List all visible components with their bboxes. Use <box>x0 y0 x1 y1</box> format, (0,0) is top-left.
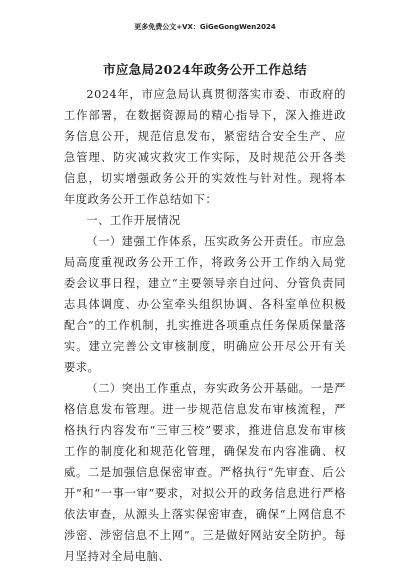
document-title: 市应急局2024年政务公开工作总结 <box>102 62 308 77</box>
header-note: 更多免费公文+VX：GiGeGongWen2024 <box>134 23 276 31</box>
body-paragraph-2: （二）突出工作重点，夯实政务公开基础。一是严格信息发布管理。进一步规范信息发布审核流程，严格执行内容发布“三审三校”要求，推进信息发布审核工作的制度化和规范化管理，确保发布内容准确、权威。二是加强信息保密审查。严格执行“先审查、后公开”和“一事一审”要求，对拟公开的政务信息进行严格依法审查，从源头上落实保密审查，确保“上网信息不涉密、涉密信息不上网”。三是做好网站安全防护。每月坚持对全局电脑、 <box>64 382 346 563</box>
body-paragraph-1: （一）建强工作体系，压实政务公开责任。市应急局高度重视政务公开工作，将政务公开工作纳入局党委会议事日程，建立“主要领导亲自过问、分管负责同志具体调度、办公室牵头组织协调、各科室单位积极配合”的工作机制，扎实推进各项重点任务保质保量落实。建立完善公文审核制度，明确应公开尽公开有关要求。 <box>64 235 346 374</box>
section-heading: 一、工作开展情况 <box>86 214 181 227</box>
intro-paragraph: 2024年，市应急局认真贯彻落实市委、市政府的工作部署，在数据资源局的精心指导下，深入推进政务信息公开，规范信息发布，紧密结合安全生产、应急管理、防灾减灾救灾工作实际，及时规范公开各类信息，切实增强政务公开的实效性与针对性。现将本年度政务公开工作总结如下： <box>64 88 346 206</box>
document-body <box>64 84 346 567</box>
